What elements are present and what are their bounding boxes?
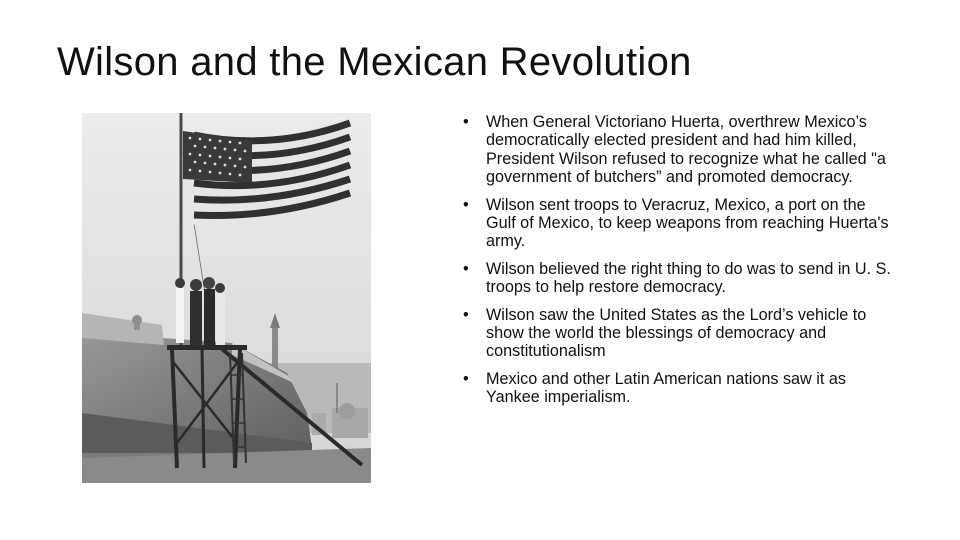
bullet-text: Wilson saw the United States as the Lord’s vehicle to show the world the blessings of democracy and constitutionalism [486,305,867,361]
bullet-text: Wilson believed the right thing to do was to send in U. S. troops to help restore democracy. [486,259,891,297]
bullet-text: When General Victoriano Huerta, overthrew Mexico’s democratically elected president and had him killed, President Wilson refused to recognize what he called "a government of butchers” and promoted democracy. [486,113,886,186]
slide-title: Wilson and the Mexican Revolution [57,40,692,84]
bullet-text: Wilson sent troops to Veracruz, Mexico, a port on the Gulf of Mexico, to keep weapons from reaching Huerta's army. [486,195,889,251]
bullet-item [463,196,893,251]
bullet-dot-icon: • [463,259,469,278]
bullet-item [463,306,893,361]
bullet-item [463,260,893,297]
bullet-dot-icon: • [463,195,469,214]
sailors [175,277,225,345]
bullet-text: Mexico and other Latin American nations saw it as Yankee imperialism. [486,370,846,407]
bullet-item [463,370,893,407]
photo-flag-raising-icon [82,113,371,483]
bullet-dot-icon: • [463,113,469,131]
bullet-dot-icon: • [463,370,469,389]
historical-photo [82,113,371,483]
bullet-dot-icon: • [463,305,469,324]
bullet-item [463,113,893,186]
bullet-list [463,113,893,416]
